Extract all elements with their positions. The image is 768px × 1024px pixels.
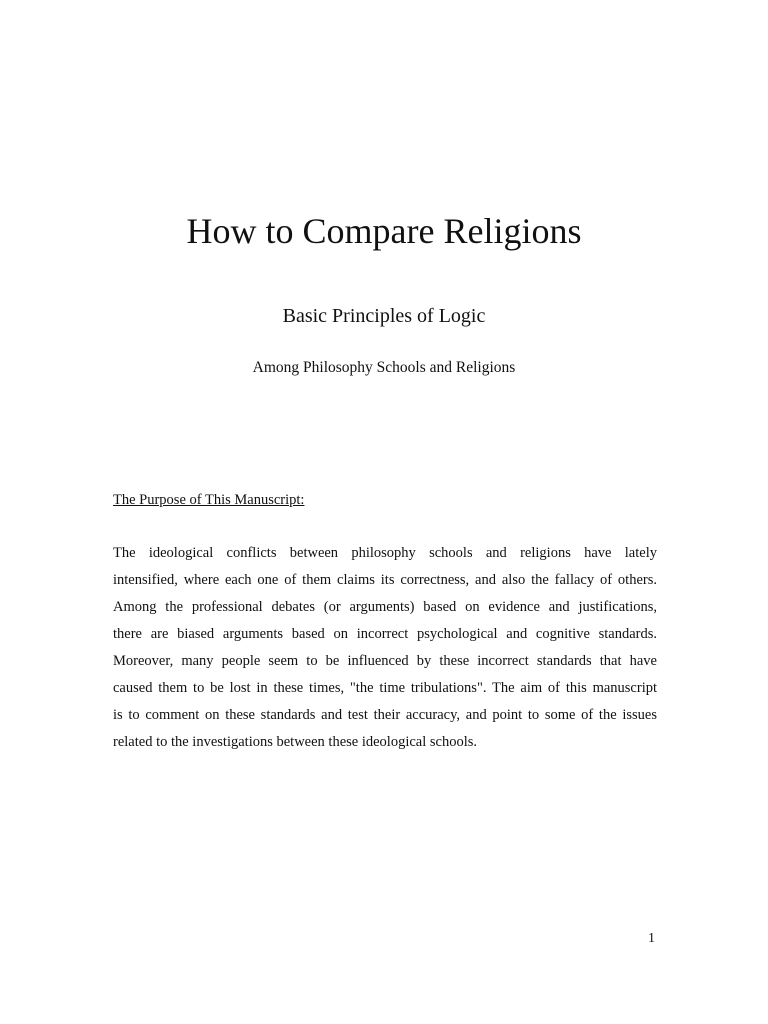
paragraph-line: Among the professional debates (or arguments) based on evidence and justifications,	[113, 599, 657, 615]
paragraph-line: intensified, where each one of them claims its correctness, and also the fallacy of others.	[113, 572, 657, 588]
page-number: 1	[648, 931, 655, 946]
paragraph-line: there are biased arguments based on incorrect psychological and cognitive standards.	[113, 626, 657, 642]
document-title: How to Compare Religions	[186, 211, 582, 251]
document-subsubtitle: Among Philosophy Schools and Religions	[252, 359, 516, 376]
paragraph-line: related to the investigations between these ideological schools.	[113, 734, 478, 750]
paragraph-line: is to comment on these standards and test their accuracy, and point to some of the issues	[113, 707, 657, 723]
section-heading: The Purpose of This Manuscript:	[113, 492, 305, 508]
paragraph-line: Moreover, many people seem to be influenced by these incorrect standards that have	[113, 653, 657, 669]
document-subtitle: Basic Principles of Logic	[282, 305, 486, 327]
purpose-paragraph	[113, 543, 657, 759]
paragraph-line: caused them to be lost in these times, "the time tribulations". The aim of this manuscript	[113, 680, 657, 696]
paragraph-line: The ideological conflicts between philosophy schools and religions have lately	[113, 545, 657, 561]
